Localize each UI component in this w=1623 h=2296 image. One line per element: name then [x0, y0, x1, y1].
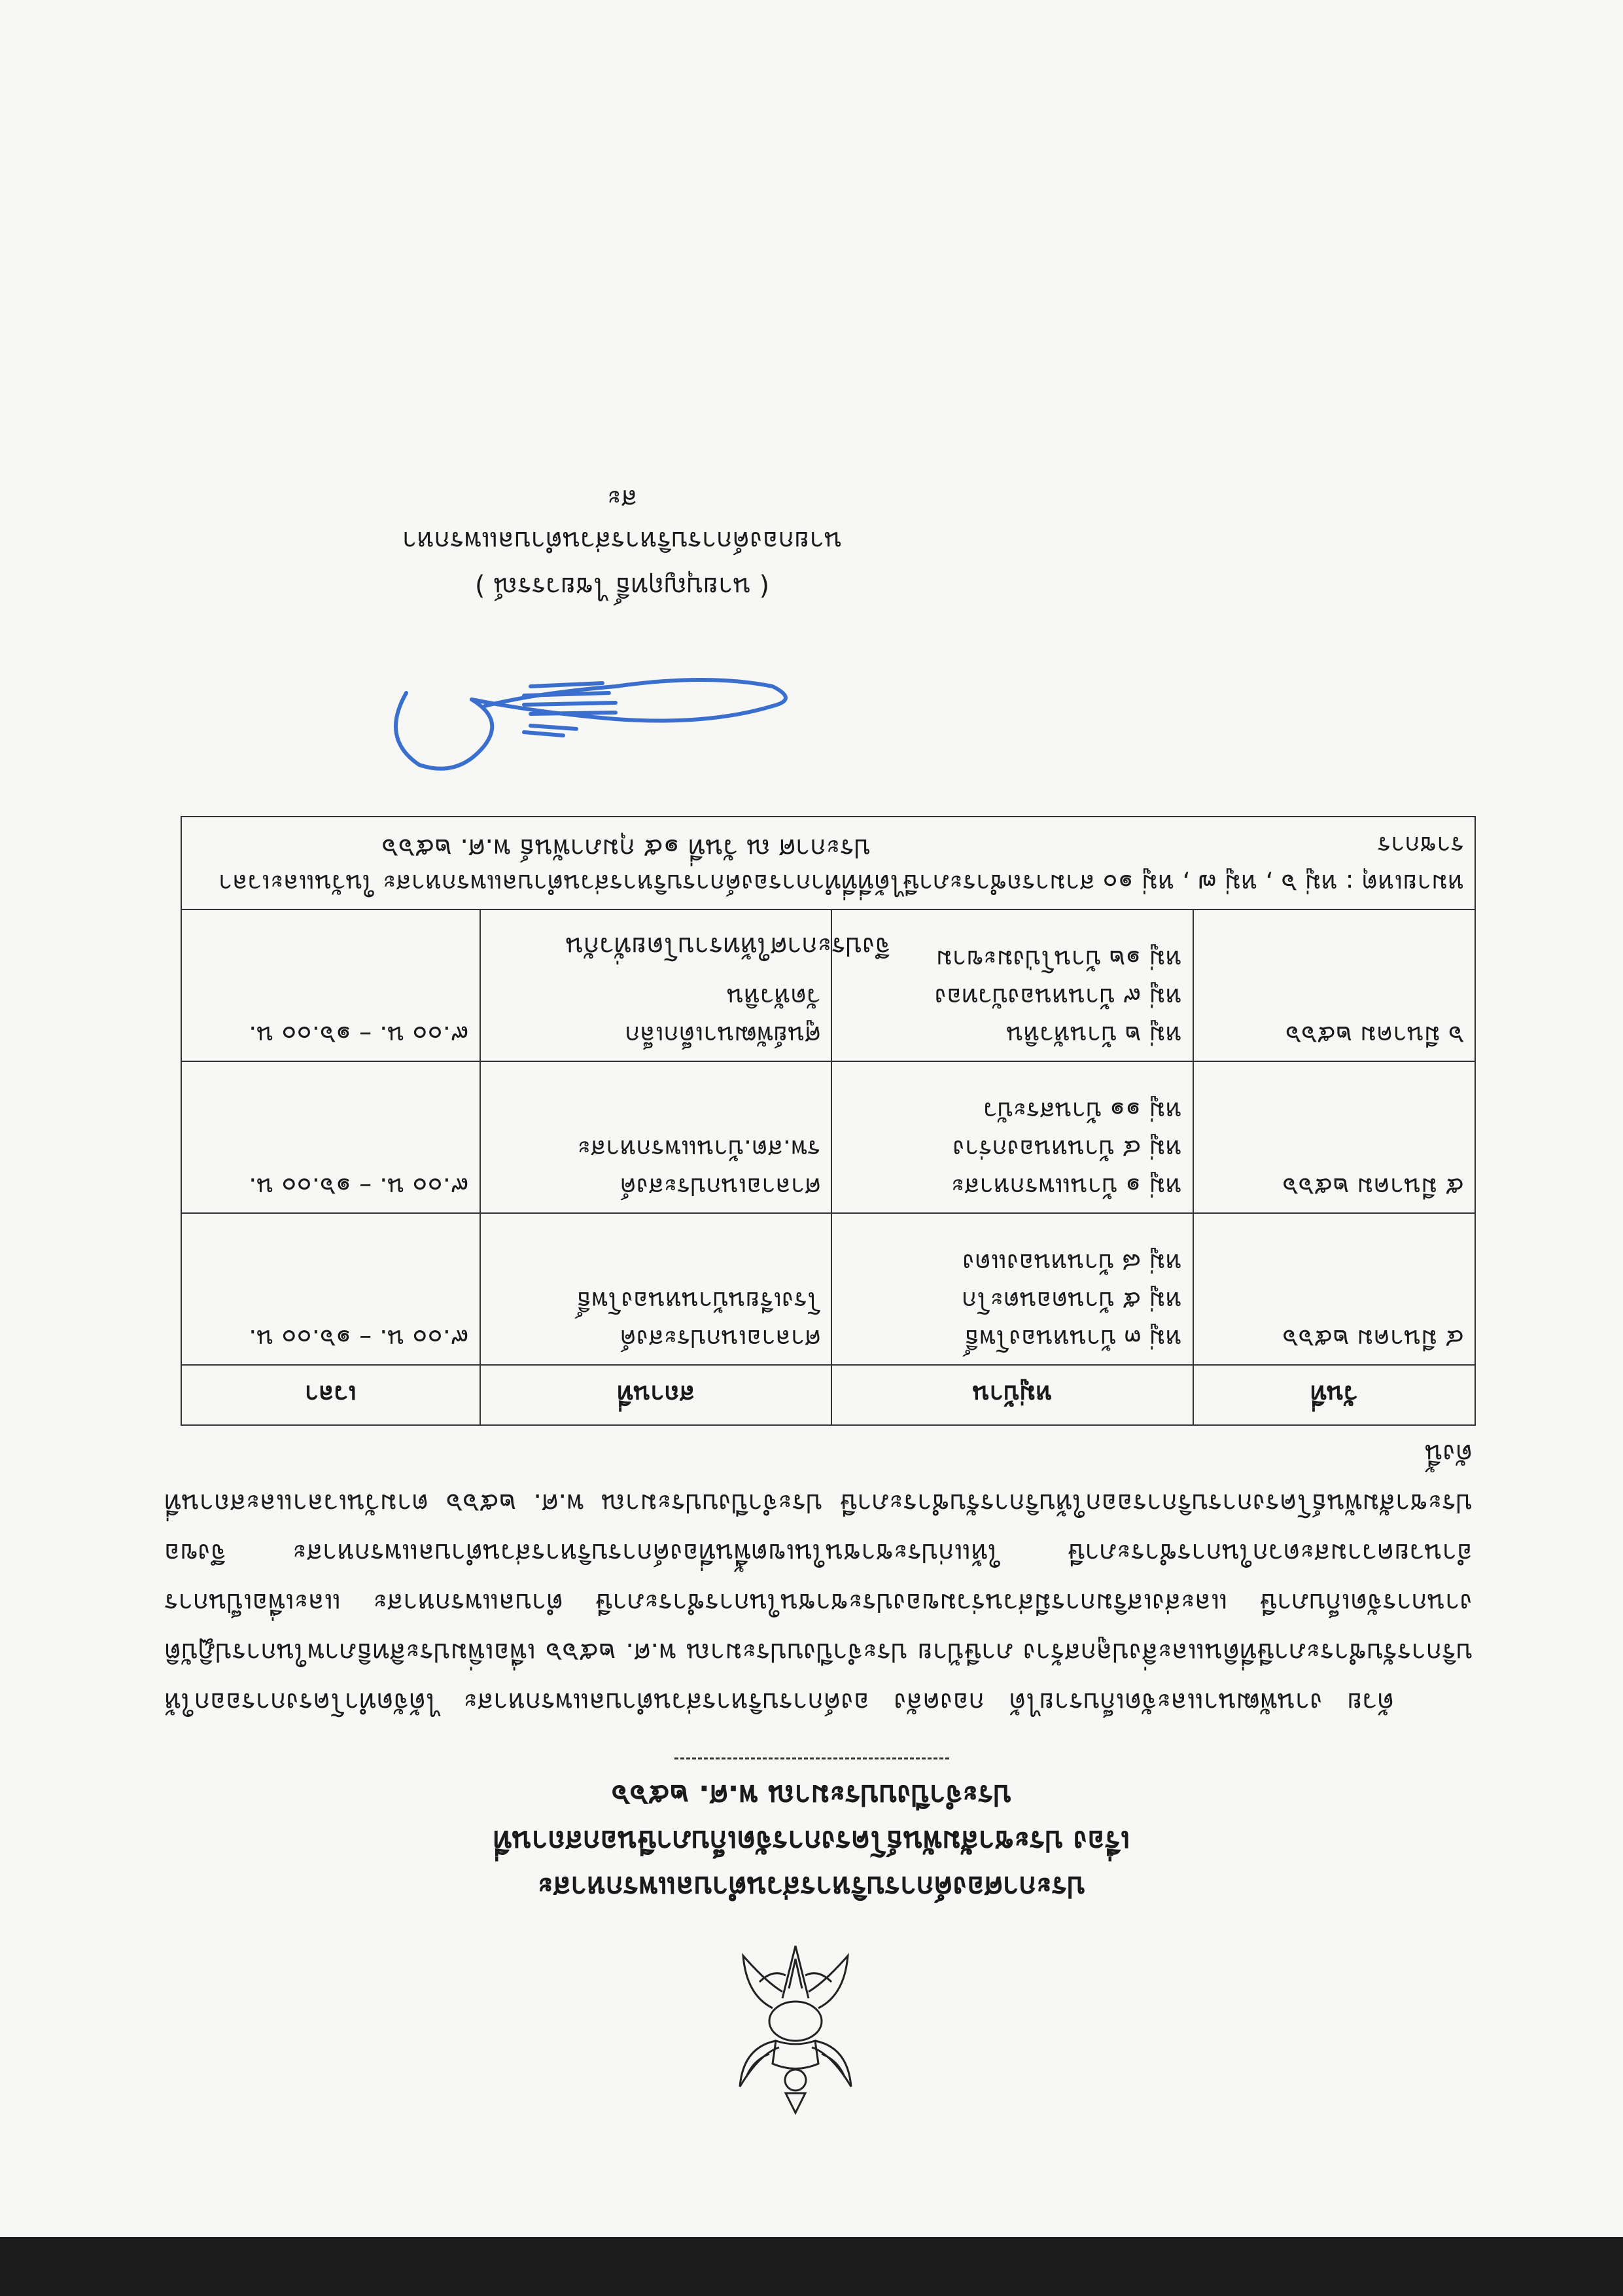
schedule-table [181, 816, 1476, 1426]
table-header-row [181, 1365, 1475, 1425]
cell-places [480, 1061, 832, 1213]
announcement-date: ประกาศ ณ วันที่ ๑๕ กุมภาพันธ์ พ.ศ. ๒๕๖๖ [381, 833, 871, 863]
document-title: ประกาศองค์การบริหารส่วนตำบลแพรกหาสะ [537, 1870, 1086, 1903]
header-time: เวลา [181, 1365, 480, 1425]
document-year: ประจำปีงบประมาณ พ.ศ. ๒๕๖๖ [611, 1778, 1012, 1812]
document-subject: เรื่อง ประชาสัมพันธ์โครงการจัดเก็บภาษีนอกสถานที่ [493, 1824, 1130, 1858]
cell-time: ๙.๐๐ น. – ๑๖.๐๐ น. [181, 1213, 480, 1365]
header-village: หมู่บ้าน [831, 1365, 1193, 1425]
cell-date: ๔ มีนาคม ๒๕๖๖ [1193, 1213, 1475, 1365]
cell-date: ๖ มีนาคม ๒๕๖๖ [1193, 910, 1475, 1061]
body-paragraph: ด้วย งานพัฒนาและจัดเก็บรายได้ กองคลัง องค์การบริหารส่วนตำบลแพรกหาสะ ได้จัดทำโครงการออกให้บริการรับชำระภาษีที่ดินและสิ่งปลูกสร้าง ภาษีป้าย ประจำปีงบประมาณ พ.ศ. ๒๕๖๖ เพื่อเพิ่มประสิทธิภาพในการปฏิบัติงานการจัดเก็บภาษี และส่งเสริมการมีส่วนร่วมของประชาชนในการชำระภาษี ตำบลแพรกหาสะ และเพื่อเป็นการอำนวยความสะดวกในการชำระภาษี ให้แก่ประชาชนในเขตพื้นที่องค์การบริหารส่วนตำบลแพรกหาสะ จึงขอประชาสัมพันธ์โครงการบริการออกให้บริการรับชำระภาษี ประจำปีงบประมาณ พ.ศ. ๒๕๖๖ ตามวันเวลาและสถานที่ดังนี้ [164, 1438, 1473, 1717]
cell-date: ๕ มีนาคม ๒๕๖๖ [1193, 1061, 1475, 1213]
signer-name: ( นายบุญฤทธิ์ ไชยวรรณ์ ) [474, 571, 770, 601]
village-item: หมู่ ๓ บ้านหนองโพธิ์ [964, 1324, 1182, 1353]
village-item: หมู่ ๔ บ้านหนองกร่าง [952, 1135, 1182, 1163]
place-item: ศาลาอเนกประสงค์ [620, 1324, 821, 1353]
village-item: หมู่ ๑ บ้านแพรกหาสะ [951, 1173, 1182, 1201]
garuda-emblem [733, 1936, 858, 2126]
village-item: หมู่ ๑๒ บ้านโป่งมะขาม [935, 945, 1182, 974]
place-item: ศาลาอเนกประสงค์ [620, 1173, 821, 1201]
table-note: หมายเหตุ : หมู่ ๖ , หมู่ ๗ , หมู่ ๑๐ สามารถชำระภาษีได้ที่ที่ทำการองค์การบริหารส่วนตำบลแพรกหาสะ ในวันและเวลาราชการ [181, 817, 1475, 910]
cell-villages [831, 1213, 1193, 1365]
announcement-closing: จึงประกาศให้ทราบโดยทั่วกัน [565, 931, 890, 961]
separator-line [674, 1757, 949, 1759]
village-item: หมู่ ๑๑ บ้านสระบัว [983, 1097, 1182, 1125]
village-item: หมู่ ๒ บ้านหัวหิน [1006, 1021, 1182, 1050]
header-place: สถานที่ [480, 1365, 832, 1425]
place-item: ศูนย์พัฒนาเด็กเล็ก [625, 1021, 821, 1050]
handwritten-signature [367, 621, 812, 791]
cell-time: ๙.๐๐ น. – ๑๖.๐๐ น. [181, 1061, 480, 1213]
village-item: หมู่ ๙ บ้านหนองบัวทอง [934, 983, 1182, 1012]
header-date: วันที่ [1193, 1365, 1475, 1425]
scanner-edge [0, 2237, 1623, 2296]
village-item: หมู่ ๕ บ้านดอนตะโก [962, 1286, 1182, 1315]
cell-time: ๙.๐๐ น. – ๑๖.๐๐ น. [181, 910, 480, 1061]
table-row [181, 1213, 1475, 1365]
cell-villages [831, 1061, 1193, 1213]
cell-places [480, 1213, 832, 1365]
village-item: หมู่ ๘ บ้านหนองแดง [962, 1248, 1182, 1277]
signer-title: นายกองค์การบริหารส่วนตำบลแพรกหาสะ [402, 484, 843, 556]
place-item: วัดหัวหิน [726, 983, 821, 1012]
place-item: โรงเรียนบ้านหนองโพธิ์ [576, 1286, 821, 1315]
table-row [181, 1061, 1475, 1213]
place-item: รพ.สต.บ้านแพรกหาสะ [577, 1135, 821, 1163]
